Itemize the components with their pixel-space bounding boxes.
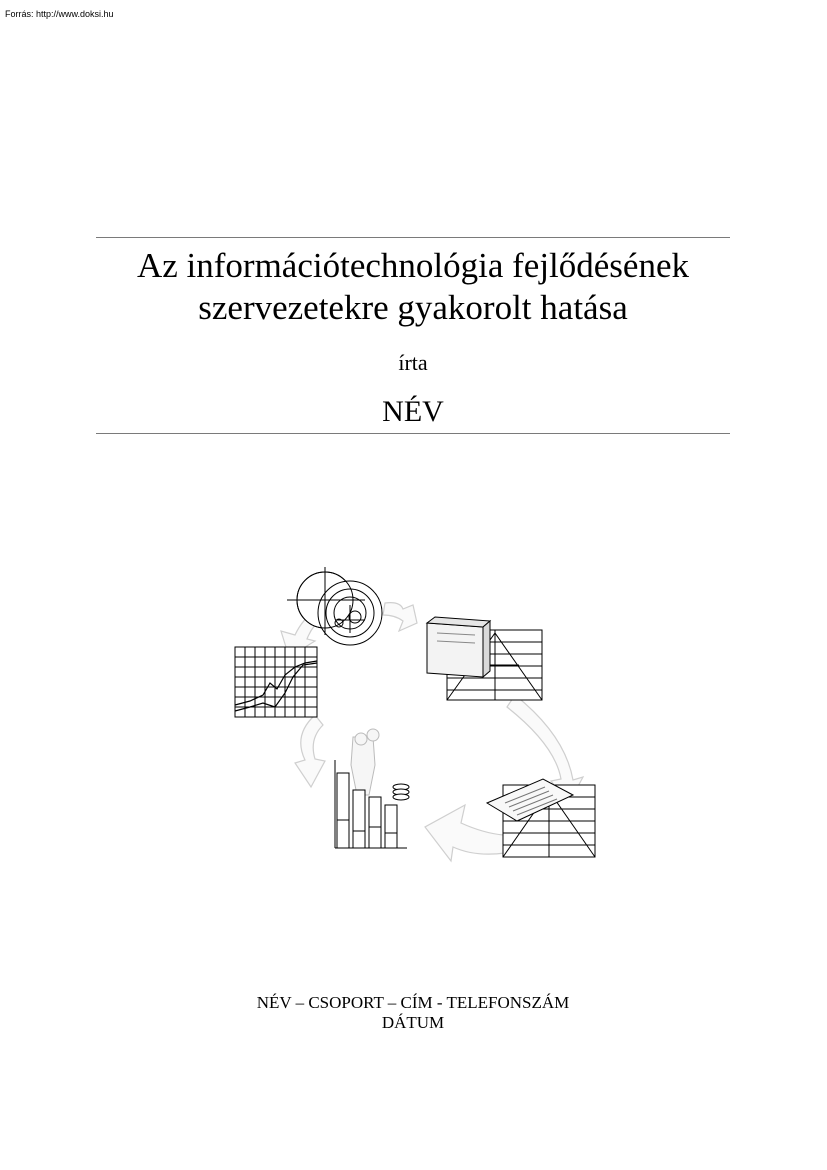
source-url: Forrás: http://www.doksi.hu — [5, 9, 114, 19]
document-grid-icon — [427, 617, 542, 700]
byline: írta — [398, 350, 428, 375]
cycle-illustration — [225, 565, 605, 880]
footer-block — [96, 993, 730, 1033]
footer-contact: NÉV – CSOPORT – CÍM - TELEFONSZÁM — [256, 993, 570, 1012]
footer-date: DÁTUM — [381, 1013, 445, 1032]
arrow-top-right — [383, 603, 417, 631]
bar-chart-icon — [335, 729, 409, 848]
document-title — [96, 245, 730, 329]
author-name: NÉV — [382, 395, 444, 428]
report-grid-icon — [487, 779, 595, 857]
bottom-rule — [96, 433, 730, 434]
arrow-left — [295, 715, 325, 787]
top-rule — [96, 237, 730, 238]
line-chart-icon — [235, 647, 317, 717]
arrow-bottom — [425, 805, 505, 861]
title-line-1: Az információtechnológia fejlődésének — [136, 246, 689, 285]
title-line-2: szervezetekre gyakorolt hatása — [198, 288, 628, 327]
